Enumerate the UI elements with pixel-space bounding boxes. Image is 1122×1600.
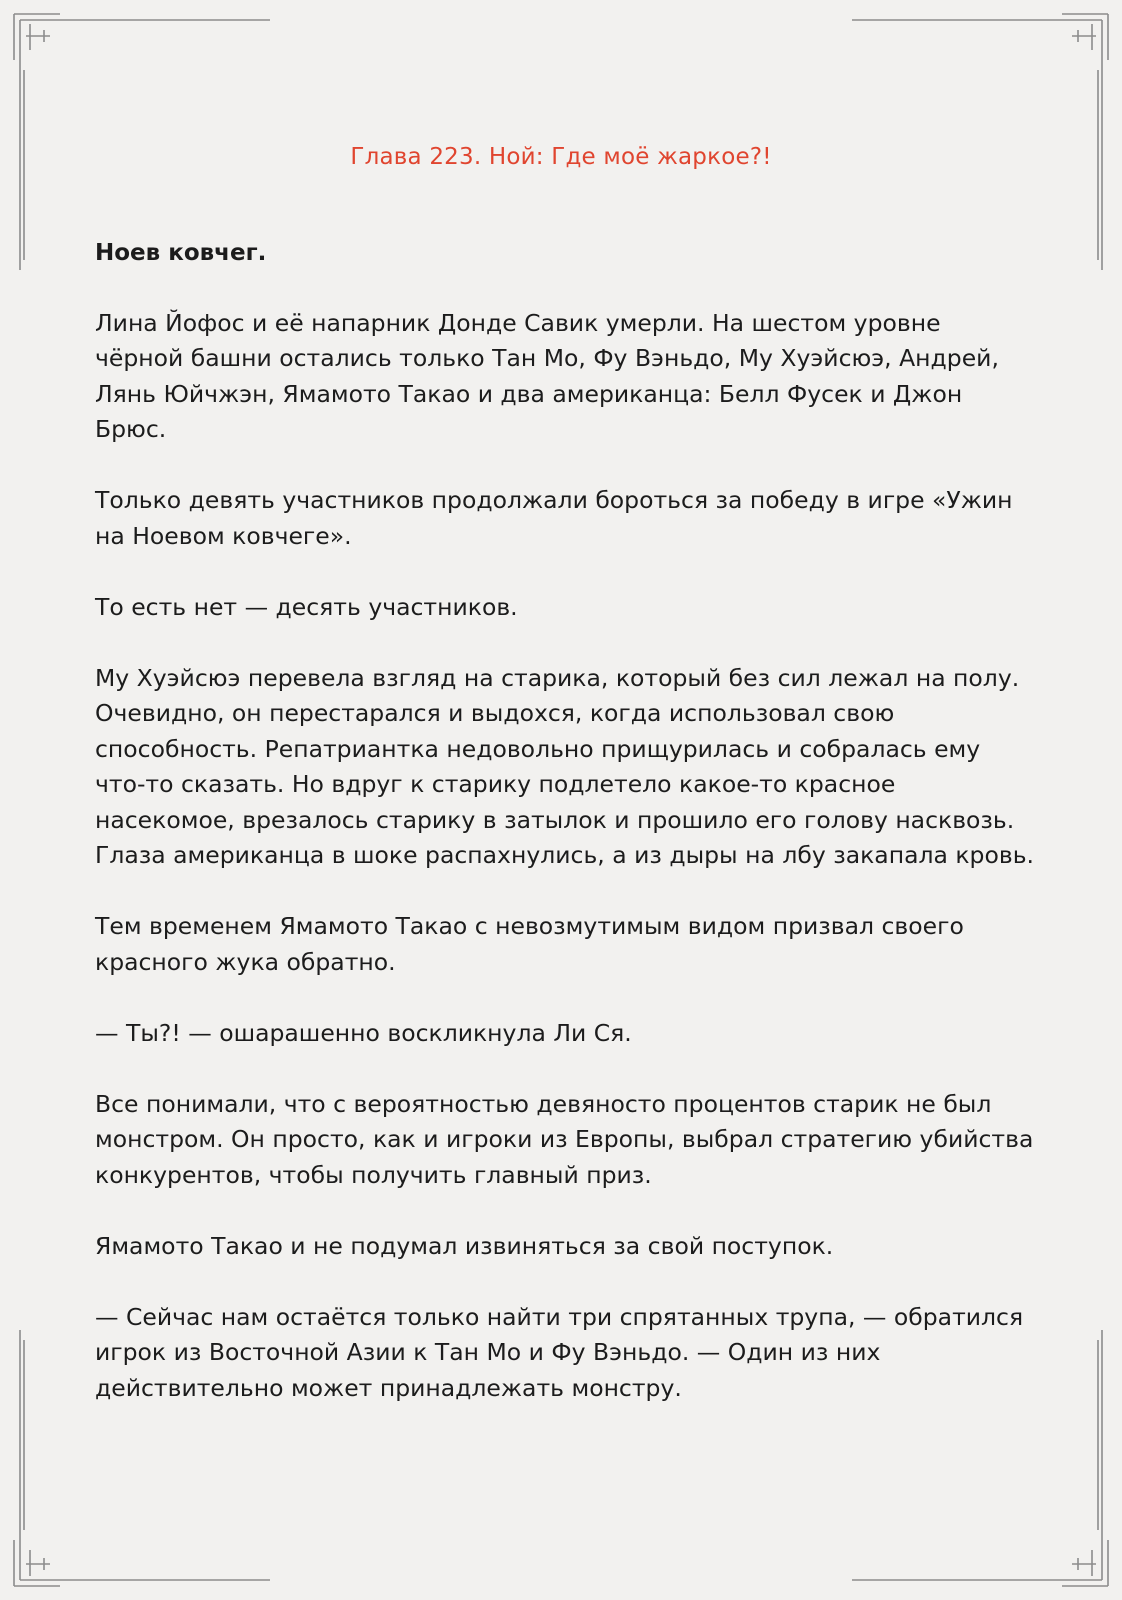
paragraph: Только девять участников продолжали бороться за победу в игре «Ужин на Ноевом ковчеге». (95, 486, 1013, 550)
paragraph: Ямамото Такао и не подумал извиняться за свой поступок. (95, 1231, 834, 1260)
chapter-body (95, 236, 1035, 1442)
paragraph: Все понимали, что с вероятностью девяносто процентов старик не был монстром. Он просто, как и игроки из Европы, выбрал стратегию убийства конкурентов, чтобы получить главный приз. (95, 1089, 1034, 1189)
paragraph: То есть нет — десять участников. (95, 592, 518, 621)
paragraph: — Сейчас нам остаётся только найти три спрятанных трупа, — обратился игрок из Восточной Азии к Тан Мо и Фу Вэньдо. — Один из них действительно может принадлежать монстру. (95, 1302, 1024, 1402)
section-heading: Ноев ковчег. (95, 240, 267, 266)
paragraph: — Ты?! — ошарашенно воскликнула Ли Ся. (95, 1018, 632, 1047)
paragraph: Лина Йофос и её напарник Донде Савик умерли. На шестом уровне чёрной башни остались только Тан Мо, Фу Вэньдо, Му Хуэйсюэ, Андрей, Лянь Юйчжэн, Ямамото Такао и два американца: Белл Фусек и Джон Брюс. (95, 308, 999, 443)
paragraph: Тем временем Ямамото Такао с невозмутимым видом призвал своего красного жука обратно. (95, 912, 964, 976)
paragraph: Му Хуэйсюэ перевела взгляд на старика, который без сил лежал на полу. Очевидно, он перестарался и выдохся, когда использовал свою способность. Репатриантка недовольно прищурилась и собралась ему что-то сказать. Но вдруг к старику подлетело какое-то красное насекомое, врезалось старику в затылок и прошило его голову насквозь. Глаза американца в шоке распахнулись, а из дыры на лбу закапала кровь. (95, 663, 1035, 869)
chapter-title: Глава 223. Ной: Где моё жаркое?! (350, 144, 772, 170)
